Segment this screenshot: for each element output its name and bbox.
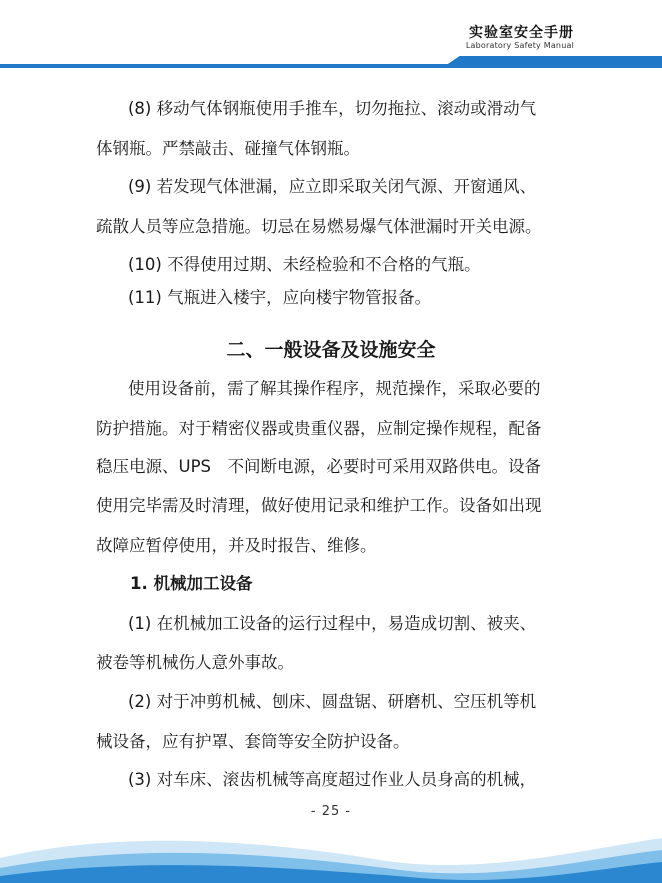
header-tab-decoration [442,56,662,68]
paragraph-line: (10) 不得使用过期、未经检验和不合格的气瓶。 [128,255,481,274]
paragraph-line: (9) 若发现气体泄漏，应立即采取关闭气源、开窗通风、 [128,177,537,196]
paragraph-line: (8) 移动气体钢瓶使用手推车，切勿拖拉、滚动或滑动气 [128,99,537,118]
paragraph-line: (2) 对于冲剪机械、刨床、圆盘锯、研磨机、空压机等机 [128,692,537,711]
page-header [0,0,662,72]
footer-wave-decoration [0,820,662,883]
paragraph-line: (11) 气瓶进入楼宇，应向楼宇物管报备。 [128,288,432,307]
header-subtitle: Laboratory Safety Manual [465,41,574,50]
paragraph-line: 使用完毕需及时清理，做好使用记录和维护工作。设备如出现 [96,496,542,515]
paragraph-line: 疏散人员等应急措施。切忌在易燃易爆气体泄漏时开关电源。 [96,217,542,236]
paragraph-line: (3) 对车床、滚齿机械等高度超过作业人员身高的机械， [128,770,537,789]
paragraph-line: (1) 在机械加工设备的运行过程中，易造成切割、被夹、 [128,614,537,633]
paragraph-line: 被卷等机械伤人意外事故。 [96,653,294,672]
section-heading: 二、一般设备及设施安全 [226,339,436,361]
paragraph-line: 械设备，应有护罩、套筒等安全防护设备。 [96,732,410,751]
page-number: - 25 - [310,804,352,819]
paragraph-line: 故障应暂停使用，并及时报告、维修。 [96,536,377,555]
paragraph-line: 使用设备前，需了解其操作程序，规范操作，采取必要的 [128,379,541,398]
subsection-heading: 1. 机械加工设备 [130,574,253,593]
paragraph-line: 体钢瓶。严禁敲击、碰撞气体钢瓶。 [96,139,360,158]
header-title: 实验室安全手册 [469,25,574,41]
paragraph-line: 稳压电源、UPS 不间断电源，必要时可采用双路供电。设备 [96,457,542,476]
paragraph-line: 防护措施。对于精密仪器或贵重仪器，应制定操作规程，配备 [96,419,542,438]
